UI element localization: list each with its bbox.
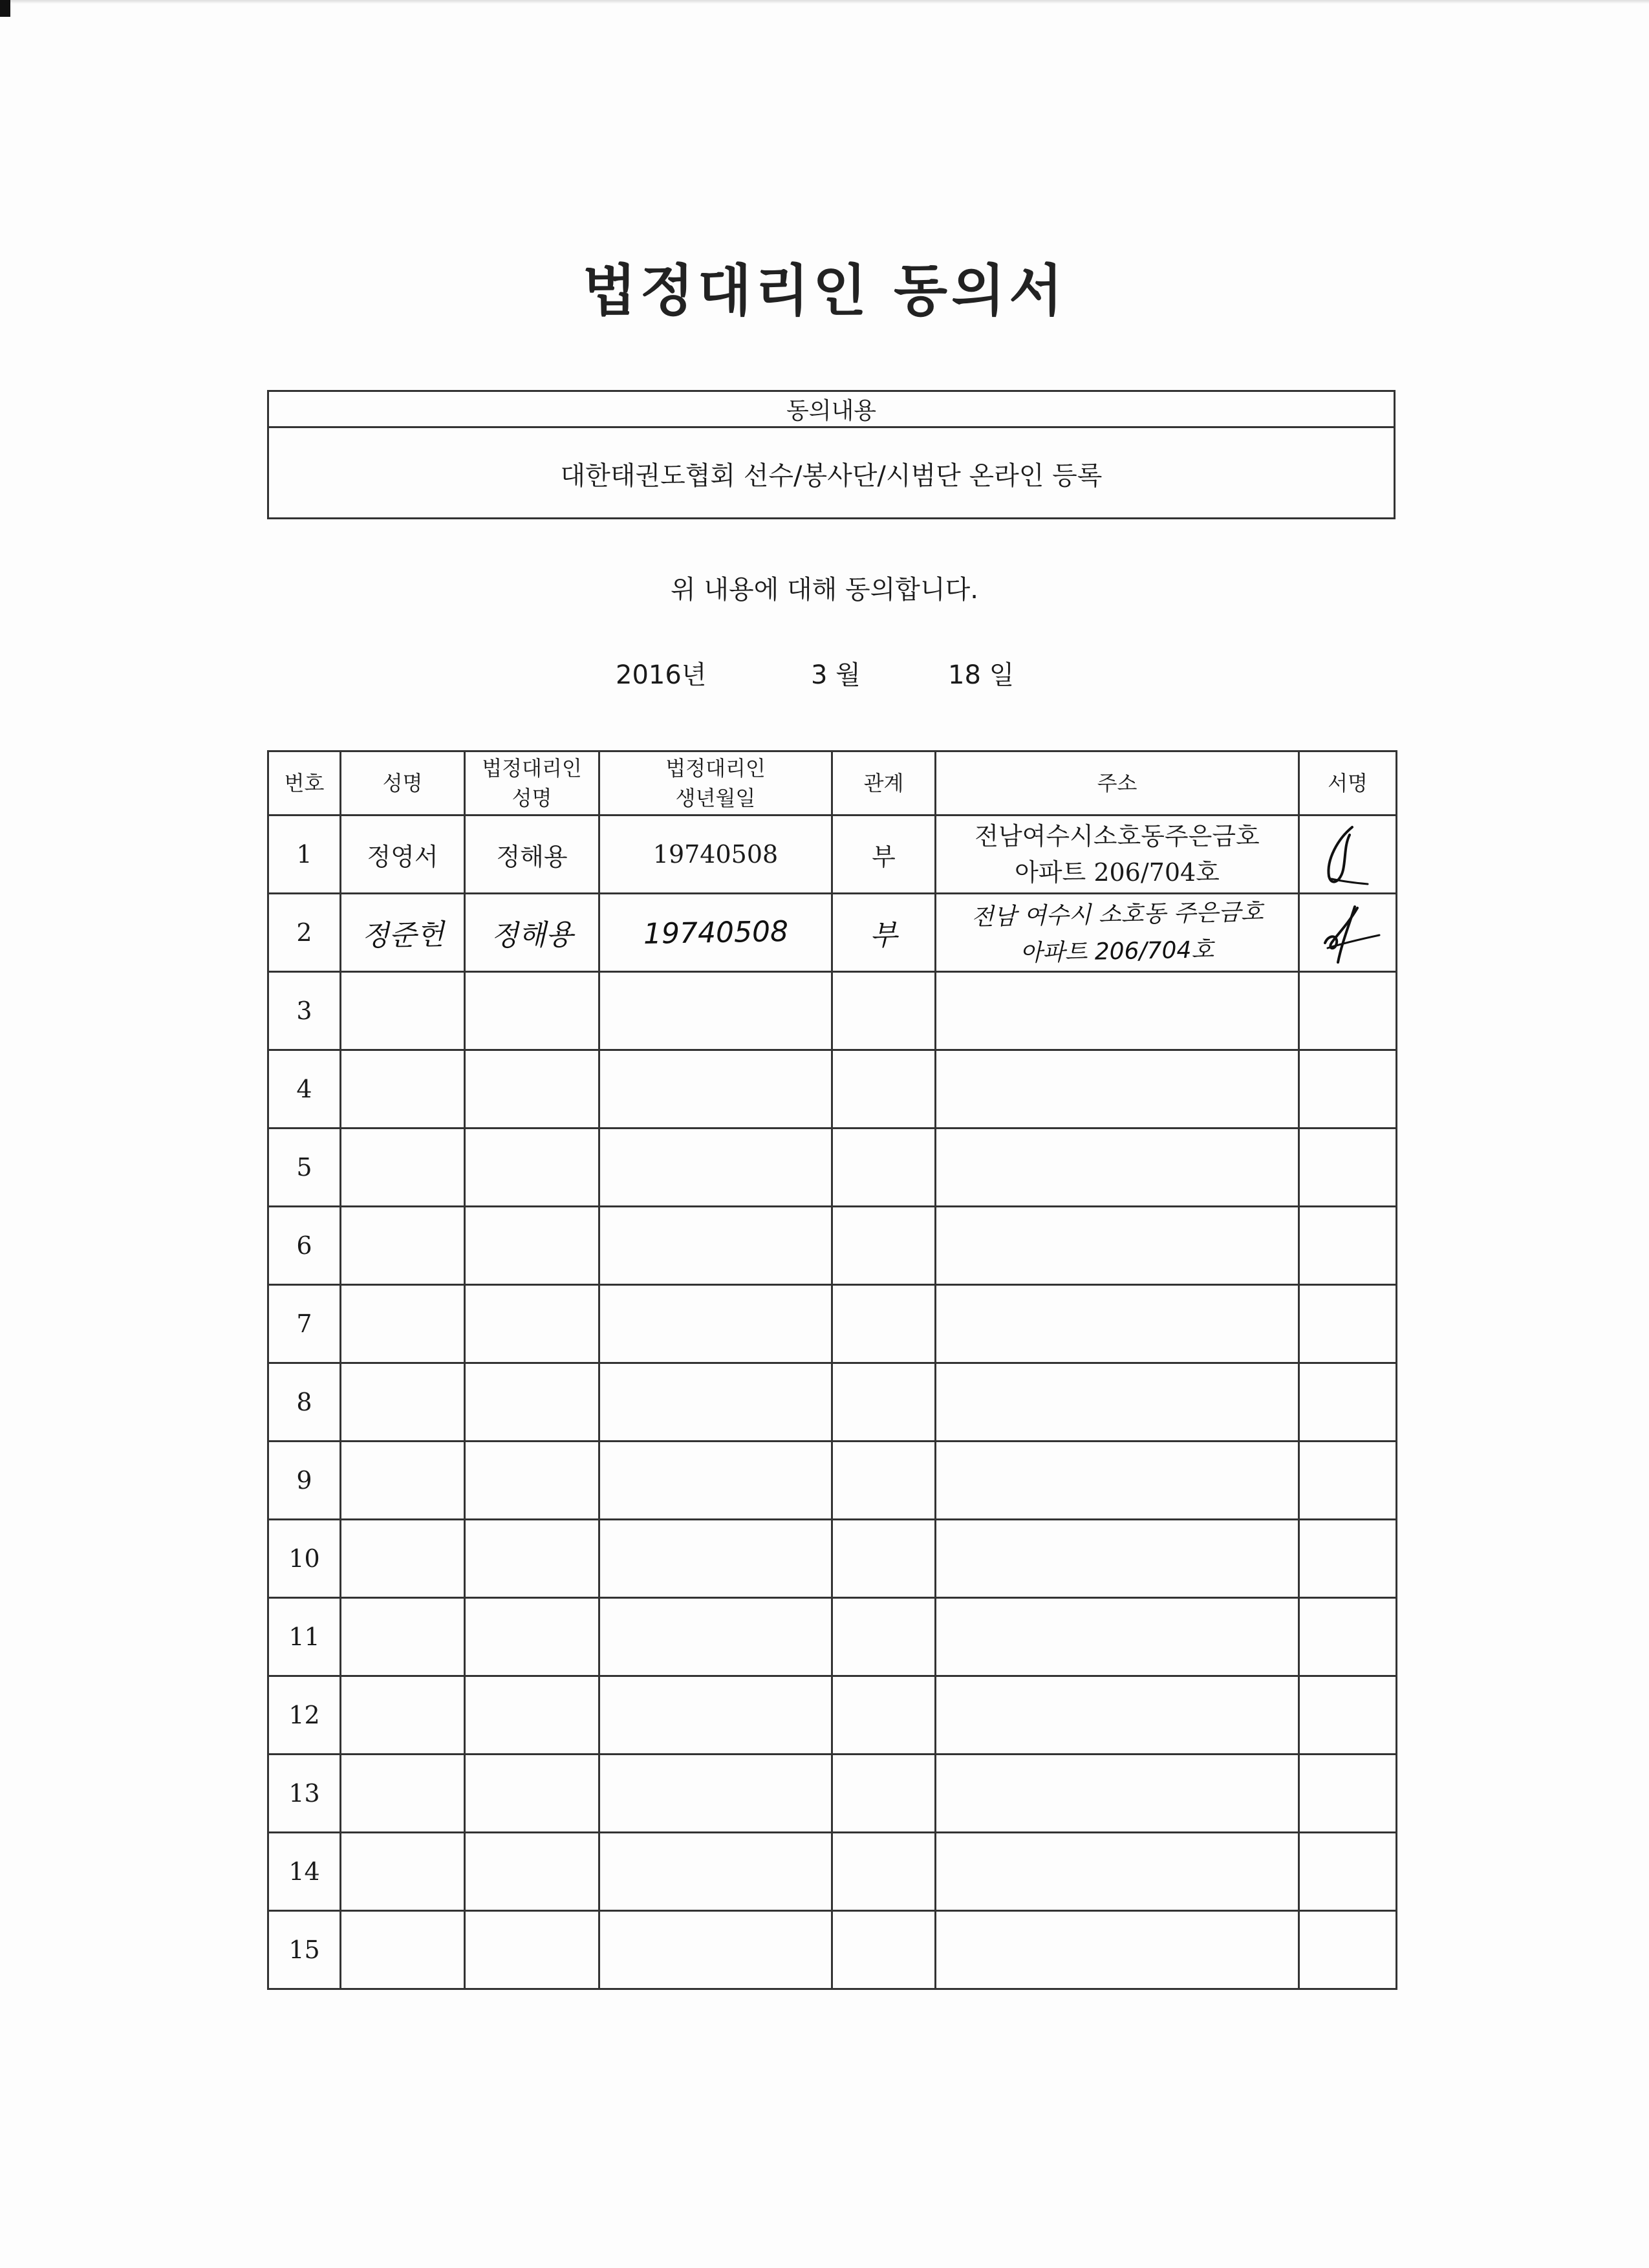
row-number: 4 — [296, 1075, 312, 1103]
cell-guardian-name — [465, 1520, 599, 1598]
cell-guardian-name — [465, 972, 599, 1050]
cell-guardian-name — [465, 1833, 599, 1911]
cell-number — [268, 1050, 341, 1129]
table-row — [268, 1911, 1397, 1989]
date-month: 3 월 — [811, 660, 861, 690]
row-number: 10 — [288, 1544, 320, 1573]
cell-relation — [832, 1129, 936, 1207]
table-row — [268, 1520, 1397, 1598]
cell-number — [268, 1598, 341, 1676]
cell-guardian-name — [465, 1285, 599, 1363]
cell-guardian-name — [465, 1598, 599, 1676]
row-guardian_name-text: 정해용 — [496, 842, 568, 871]
cell-signature — [1299, 1442, 1397, 1520]
cell-relation — [832, 1285, 936, 1363]
cell-guardian-name — [465, 1442, 599, 1520]
guardian-roster-table — [267, 750, 1397, 1990]
cell-guardian-birth — [599, 1285, 832, 1363]
row-number: 1 — [296, 840, 312, 869]
header-guardian-name — [465, 751, 599, 815]
cell-address — [936, 1442, 1299, 1520]
cell-relation — [832, 1207, 936, 1285]
cell-relation — [832, 894, 936, 972]
cell-signature — [1299, 1755, 1397, 1833]
cell-address — [936, 1833, 1299, 1911]
cell-signature — [1299, 1050, 1397, 1129]
address-line2: 아파트 206/704호 — [1020, 936, 1214, 967]
row-number: 15 — [288, 1936, 320, 1964]
cell-guardian-name — [465, 1755, 599, 1833]
cell-relation — [832, 1442, 936, 1520]
cell-name — [341, 1520, 465, 1598]
row-guardian_birth-text: 19740508 — [652, 840, 779, 869]
cell-guardian-name — [465, 815, 599, 894]
cell-address — [936, 1676, 1299, 1755]
row-number: 9 — [296, 1466, 312, 1495]
signature-mark — [1300, 819, 1396, 889]
cell-name — [341, 1050, 465, 1129]
header-guardian-name-line2: 성명 — [512, 786, 552, 810]
cell-guardian-birth — [599, 1050, 832, 1129]
cell-signature — [1299, 1911, 1397, 1989]
table-row — [268, 1442, 1397, 1520]
cell-guardian-birth — [599, 1911, 832, 1989]
table-row — [268, 1755, 1397, 1833]
cell-guardian-birth — [599, 1363, 832, 1442]
cell-relation — [832, 1598, 936, 1676]
header-guardian-birth — [599, 751, 832, 815]
cell-signature — [1299, 894, 1397, 972]
cell-name — [341, 972, 465, 1050]
cell-number — [268, 1833, 341, 1911]
cell-signature — [1299, 815, 1397, 894]
cell-name — [341, 1207, 465, 1285]
cell-address — [936, 1363, 1299, 1442]
cell-signature — [1299, 1598, 1397, 1676]
header-address: 주소 — [936, 751, 1299, 815]
cell-name — [341, 1129, 465, 1207]
cell-name — [341, 1598, 465, 1676]
consent-content-box — [267, 390, 1396, 519]
cell-guardian-name — [465, 1911, 599, 1989]
cell-relation — [832, 815, 936, 894]
cell-number — [268, 1442, 341, 1520]
page-title: 법정대리인 동의서 — [582, 258, 1067, 323]
cell-signature — [1299, 1285, 1397, 1363]
row-number: 5 — [296, 1153, 312, 1182]
cell-guardian-birth — [599, 1833, 832, 1911]
cell-address — [936, 1520, 1299, 1598]
cell-signature — [1299, 1520, 1397, 1598]
cell-address — [936, 1050, 1299, 1129]
cell-name — [341, 1285, 465, 1363]
cell-guardian-birth — [599, 1129, 832, 1207]
cell-signature — [1299, 1129, 1397, 1207]
cell-guardian-birth — [599, 1442, 832, 1520]
header-relation: 관계 — [832, 751, 936, 815]
cell-guardian-name — [465, 1676, 599, 1755]
row-number: 8 — [296, 1388, 312, 1416]
agreement-statement: 위 내용에 대해 동의합니다. — [671, 575, 978, 605]
table-header-row — [268, 751, 1397, 815]
cell-guardian-name — [465, 1050, 599, 1129]
address-line2: 아파트 206/704호 — [1015, 858, 1220, 887]
cell-address — [936, 1755, 1299, 1833]
table-row — [268, 894, 1397, 972]
header-guardian-name-line1: 법정대리인 — [482, 756, 582, 781]
cell-address — [936, 894, 1299, 972]
cell-address — [936, 1598, 1299, 1676]
cell-address — [936, 1911, 1299, 1989]
cell-relation — [832, 1833, 936, 1911]
cell-relation — [832, 1911, 936, 1989]
cell-signature — [1299, 972, 1397, 1050]
row-number: 2 — [296, 918, 312, 947]
row-guardian_name-handwritten: 정해용 — [490, 918, 574, 953]
cell-number — [268, 894, 341, 972]
row-number: 7 — [296, 1310, 312, 1338]
cell-guardian-name — [465, 1129, 599, 1207]
cell-number — [268, 1520, 341, 1598]
table-row — [268, 1833, 1397, 1911]
address-line1: 전남 여수시 소호동 주은금호 — [971, 899, 1264, 931]
cell-number — [268, 1755, 341, 1833]
row-guardian_birth-handwritten: 19740508 — [643, 914, 788, 951]
cell-number — [268, 1911, 341, 1989]
table-row — [268, 815, 1397, 894]
row-number: 3 — [296, 997, 312, 1025]
table-row — [268, 1598, 1397, 1676]
table-row — [268, 972, 1397, 1050]
cell-name — [341, 1911, 465, 1989]
cell-name — [341, 1363, 465, 1442]
cell-signature — [1299, 1676, 1397, 1755]
cell-number — [268, 1285, 341, 1363]
cell-number — [268, 1129, 341, 1207]
consent-text: 대한태권도협회 선수/봉사단/시범단 온라인 등록 — [560, 461, 1103, 491]
table-row — [268, 1207, 1397, 1285]
header-name: 성명 — [341, 751, 465, 815]
row-number: 12 — [288, 1701, 320, 1729]
header-guardian-birth-line2: 생년월일 — [675, 786, 756, 810]
address-line1: 전남여수시소호동주은금호 — [975, 822, 1260, 850]
cell-guardian-birth — [599, 1676, 832, 1755]
row-relation-text: 부 — [872, 842, 896, 871]
cell-number — [268, 815, 341, 894]
cell-number — [268, 1676, 341, 1755]
table-body — [268, 815, 1397, 1989]
row-relation-handwritten: 부 — [869, 918, 898, 953]
header-guardian-birth-line1: 법정대리인 — [665, 756, 766, 781]
table-row — [268, 1129, 1397, 1207]
scan-edge-shadow — [0, 0, 1649, 4]
cell-signature — [1299, 1833, 1397, 1911]
table-row — [268, 1363, 1397, 1442]
cell-relation — [832, 1363, 936, 1442]
table-row — [268, 1285, 1397, 1363]
cell-guardian-birth — [599, 972, 832, 1050]
header-signature: 서명 — [1299, 751, 1397, 815]
cell-number — [268, 1363, 341, 1442]
cell-relation — [832, 1676, 936, 1755]
cell-guardian-birth — [599, 815, 832, 894]
scan-registration-mark — [0, 0, 10, 17]
cell-signature — [1299, 1363, 1397, 1442]
cell-name — [341, 1442, 465, 1520]
date-day: 18 일 — [948, 660, 1015, 690]
row-number: 14 — [288, 1857, 320, 1886]
cell-guardian-name — [465, 1363, 599, 1442]
cell-number — [268, 1207, 341, 1285]
cell-name — [341, 894, 465, 972]
cell-relation — [832, 972, 936, 1050]
row-number: 6 — [296, 1231, 312, 1260]
cell-address — [936, 1285, 1299, 1363]
cell-guardian-birth — [599, 1598, 832, 1676]
row-name-handwritten: 정준헌 — [361, 918, 444, 953]
table-row — [268, 1676, 1397, 1755]
cell-address — [936, 972, 1299, 1050]
cell-guardian-name — [465, 1207, 599, 1285]
cell-address — [936, 1207, 1299, 1285]
header-number: 번호 — [268, 751, 341, 815]
signature-mark — [1300, 898, 1396, 967]
cell-relation — [832, 1520, 936, 1598]
cell-relation — [832, 1050, 936, 1129]
row-name-text: 정영서 — [367, 842, 438, 871]
cell-name — [341, 815, 465, 894]
row-number: 11 — [288, 1623, 320, 1651]
cell-number — [268, 972, 341, 1050]
cell-relation — [832, 1755, 936, 1833]
consent-header: 동의내용 — [269, 392, 1394, 428]
date-year: 2016년 — [616, 660, 707, 690]
cell-name — [341, 1833, 465, 1911]
cell-guardian-birth — [599, 1207, 832, 1285]
cell-guardian-birth — [599, 1520, 832, 1598]
cell-guardian-birth — [599, 894, 832, 972]
cell-address — [936, 1129, 1299, 1207]
cell-guardian-name — [465, 894, 599, 972]
cell-address — [936, 815, 1299, 894]
cell-name — [341, 1755, 465, 1833]
table-row — [268, 1050, 1397, 1129]
cell-guardian-birth — [599, 1755, 832, 1833]
cell-name — [341, 1676, 465, 1755]
row-number: 13 — [288, 1779, 320, 1808]
cell-signature — [1299, 1207, 1397, 1285]
